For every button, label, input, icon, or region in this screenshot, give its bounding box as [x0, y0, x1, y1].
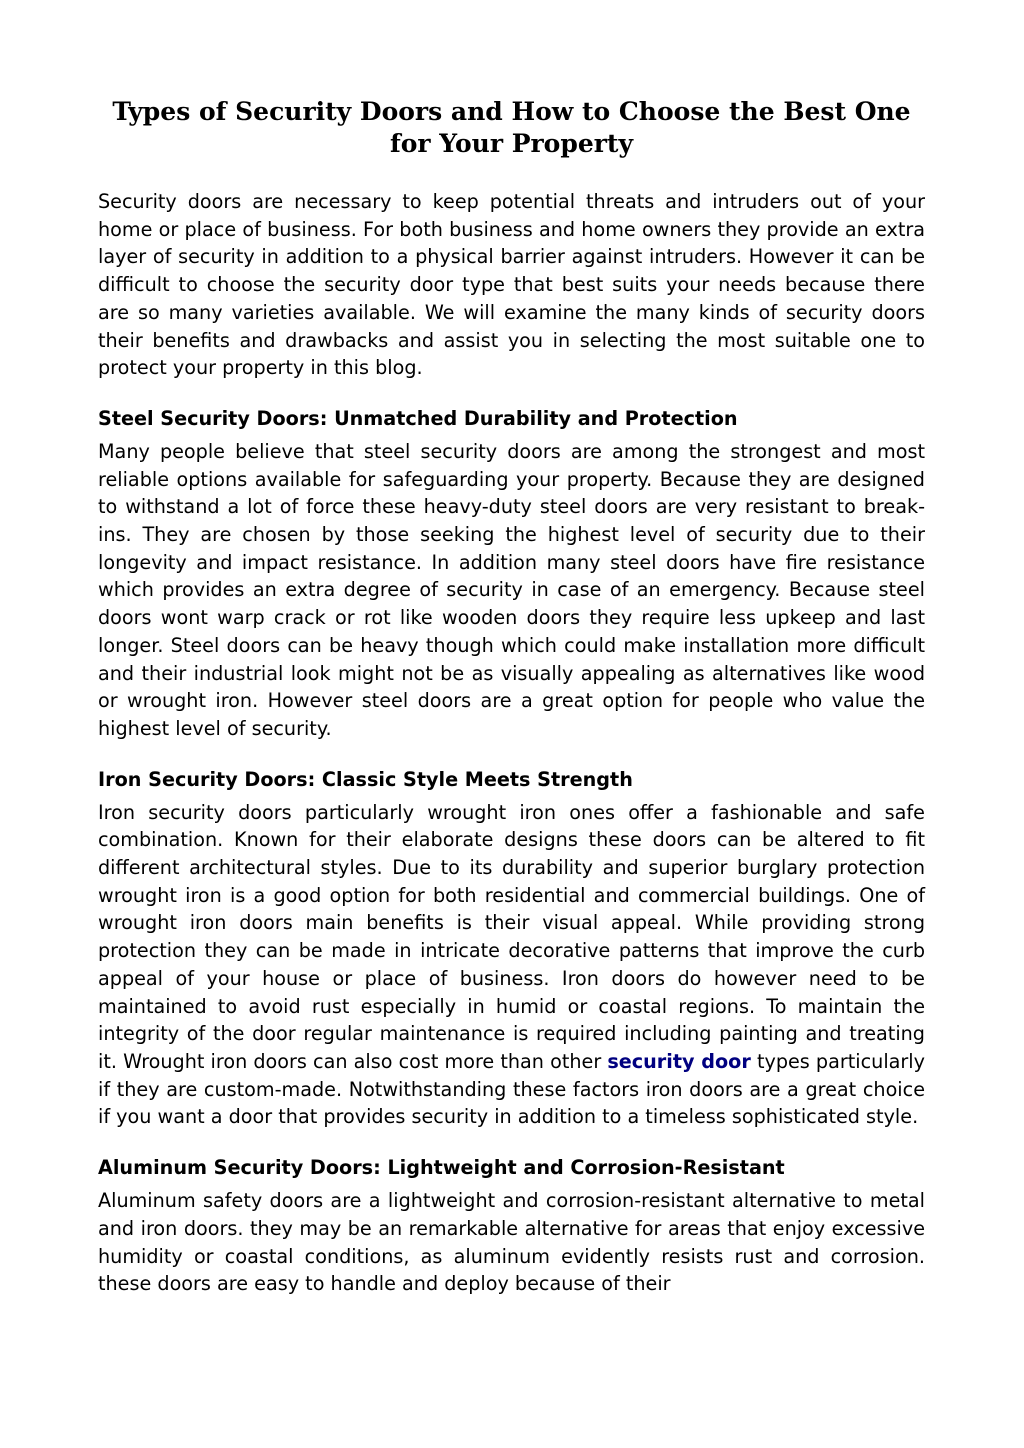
- section-heading-aluminum: Aluminum Security Doors: Lightweight and Corrosion-Resistant: [98, 1156, 785, 1180]
- intro-paragraph: Security doors are necessary to keep potential threats and intruders out of your home or place of business. For both business and home owners they provide an extra layer of security in addition to a physical barrier against intruders. However it can be difficult to choose the security door type that best suits your needs because there are so many varieties available. We will examine the many kinds of security doors their benefits and drawbacks and assist you in selecting the most suitable one to protect your property in this blog.: [98, 190, 925, 380]
- section-body-iron: [98, 799, 925, 1131]
- section-body-aluminum: Aluminum safety doors are a lightweight and corrosion-resistant alternative to metal and iron doors. they may be an remarkable alternative for areas that enjoy excessive humidity or coastal conditions, as aluminum evidently resists rust and corrosion. these doors are easy to handle and deploy because of their: [98, 1189, 925, 1296]
- iron-body-before-link: Iron security doors particularly wrought iron ones offer a fashionable and safe combination. Known for their elaborate designs these doors can be altered to fit different architectural styles. Due to its durability and superior burglary protection wrought iron is a good option for both residential and commercial buildings. One of wrought iron doors main benefits is their visual appeal. While providing strong protection they can be made in intricate decorative patterns that improve the curb appeal of your house or place of business. Iron doors do however need to be maintained to avoid rust especially in humid or coastal regions. To maintain the integrity of the door regular maintenance is required including painting and treating it. Wrought iron doors can also cost more than other: [98, 800, 925, 1073]
- iron-body-after-link: types particularly if they are custom-made. Notwithstanding these factors iron doors are a great choice if you want a door that provides security in addition to a timeless sophisticated style.: [98, 1049, 925, 1129]
- section-heading-steel: Steel Security Doors: Unmatched Durability and Protection: [98, 406, 738, 430]
- page-title: Types of Security Doors and How to Choose the Best One for Your Property: [112, 97, 911, 158]
- section-heading-iron: Iron Security Doors: Classic Style Meets Strength: [98, 767, 633, 791]
- document-page: [98, 96, 925, 1298]
- security-door-link[interactable]: security door: [607, 1049, 751, 1073]
- section-body-steel: Many people believe that steel security doors are among the strongest and most reliable options available for safeguarding your property. Because they are designed to withstand a lot of force these heavy-duty steel doors are very resistant to break-ins. They are chosen by those seeking the highest level of security due to their longevity and impact resistance. In addition many steel doors have fire resistance which provides an extra degree of security in case of an emergency. Because steel doors wont warp crack or rot like wooden doors they require less upkeep and last longer. Steel doors can be heavy though which could make installation more difficult and their industrial look might not be as visually appealing as alternatives like wood or wrought iron. However steel doors are a great option for people who value the highest level of security.: [98, 439, 925, 740]
